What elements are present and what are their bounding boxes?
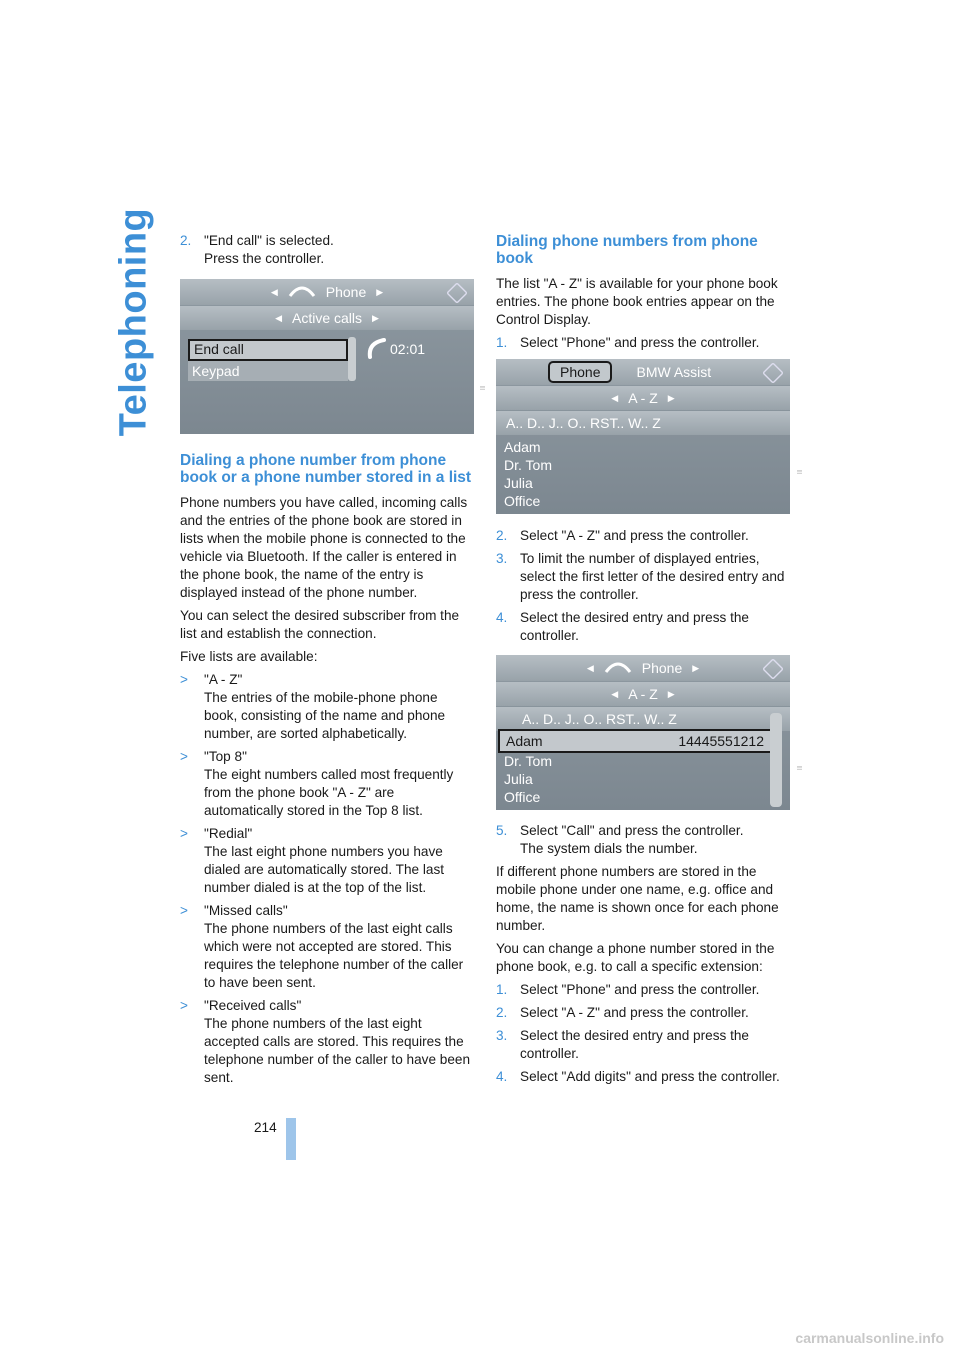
tab-bmw-assist[interactable]: BMW Assist	[636, 364, 712, 380]
screen-subheader-label: Active calls	[291, 310, 363, 326]
step-text: Select the desired entry and press the controller.	[520, 610, 749, 643]
list-item[interactable]: Julia	[504, 771, 533, 787]
list-item[interactable]: Office	[504, 493, 541, 509]
right-arrow-icon: ▶	[667, 392, 675, 403]
item-label: Keypad	[192, 363, 240, 379]
left-column-body	[180, 452, 474, 1092]
item-label: End call	[194, 341, 244, 357]
screen-header-label: Phone	[325, 284, 367, 300]
step-number: 1.	[496, 335, 508, 350]
step-1	[496, 334, 792, 352]
paragraph: Phone numbers you have called, incoming calls and the entries of the phone book are stored in lists when the mobile phone is connected to the vehicle via Bluetooth. If the caller is entered in the phone book, the name of the entry is displayed instead of the phone number.	[180, 495, 468, 600]
list-item[interactable]: Adam	[504, 439, 541, 455]
list-item-title: "Received calls"	[204, 998, 302, 1013]
change-step-2	[496, 1004, 792, 1022]
paragraph: If different phone numbers are stored in the mobile phone under one name, e.g. office and home, the name is shown once for each phone number.	[496, 864, 779, 933]
left-column	[180, 232, 474, 273]
list-item-text: The eight numbers called most frequently from the phone book "A - Z" are automatically stored in the Top 8 list.	[204, 767, 454, 818]
screen-subheader	[180, 306, 474, 330]
step-text: To limit the number of displayed entries, select the first letter of the desired entry and press the controller.	[520, 551, 785, 602]
step-text: Select "A - Z" and press the controller.	[520, 1005, 749, 1020]
step-number: 2.	[180, 233, 192, 248]
step-4	[496, 609, 792, 645]
left-arrow-icon: ◀	[611, 688, 619, 699]
section-heading: Dialing phone numbers from phone book	[496, 233, 758, 267]
section-title	[112, 207, 156, 437]
step-text: Select "A - Z" and press the controller.	[520, 528, 749, 543]
step-number: 1.	[496, 982, 508, 997]
left-arrow-icon: ◀	[270, 286, 278, 297]
letter-selector-label: A.. D.. J.. O.. RST.. W.. Z	[506, 415, 661, 431]
step-text: Select the desired entry and press the controller.	[520, 1028, 749, 1061]
list-item-title: "Redial"	[204, 826, 253, 841]
right-arrow-icon: ▶	[376, 286, 384, 297]
list-item[interactable]: Office	[504, 789, 541, 805]
step-number: 4.	[496, 610, 508, 625]
step-text: The system dials the number.	[520, 841, 698, 856]
step-text: Select "Add digits" and press the controller.	[520, 1069, 780, 1084]
phone-handset-icon	[288, 286, 316, 298]
screen-subheader-label: A - Z	[628, 390, 658, 406]
page-marker	[286, 1118, 296, 1160]
change-step-4	[496, 1068, 792, 1086]
image-code: |||	[479, 386, 485, 390]
list-item	[180, 902, 474, 992]
page-number: 214	[254, 1120, 277, 1135]
scrollbar[interactable]	[348, 337, 356, 381]
step-2-end-call	[180, 232, 474, 268]
list-item[interactable]: Dr. Tom	[504, 753, 552, 769]
step-number: 4.	[496, 1069, 508, 1084]
step-text: Select "Call" and press the controller.	[520, 823, 744, 838]
left-arrow-icon: ◀	[275, 312, 282, 323]
footer-watermark: carmanualsonline.info	[795, 1330, 944, 1346]
paragraph: The list "A - Z" is available for your phone book entries. The phone book entries appear on the Control Display.	[496, 276, 778, 327]
bullet-marker: >	[180, 903, 188, 918]
right-column-top	[496, 233, 792, 357]
list-item	[180, 997, 474, 1087]
step-number: 3.	[496, 551, 508, 566]
screen-header-label: Phone	[641, 660, 683, 676]
list-item-title: "A - Z"	[204, 672, 243, 687]
screen-subheader	[496, 682, 790, 706]
screen-phone-book	[496, 359, 790, 514]
image-code: |||	[796, 766, 802, 770]
bullet-marker: >	[180, 672, 188, 687]
paragraph: You can select the desired subscriber from the list and establish the connection.	[180, 608, 460, 641]
letter-selector[interactable]	[496, 707, 790, 731]
screen-header	[180, 279, 474, 305]
list-item[interactable]: Dr. Tom	[504, 457, 552, 473]
step-number: 2.	[496, 528, 508, 543]
step-5	[496, 822, 792, 858]
paragraph: You can change a phone number stored in the phone book, e.g. to call a specific extension:	[496, 941, 775, 974]
right-arrow-icon: ▶	[692, 662, 700, 673]
paragraph: Five lists are available:	[180, 649, 318, 664]
letter-selector[interactable]	[496, 411, 790, 435]
screen-header	[496, 655, 790, 681]
image-code: |||	[796, 470, 802, 474]
left-arrow-icon: ◀	[586, 662, 594, 673]
bullet-marker: >	[180, 826, 188, 841]
change-step-1	[496, 981, 792, 999]
list-item-text: The phone numbers of the last eight accepted calls are stored. This requires the telephone number of the caller to have been sent.	[204, 1016, 471, 1085]
list-item-title: "Missed calls"	[204, 903, 288, 918]
bullet-marker: >	[180, 998, 188, 1013]
screen-subheader	[496, 386, 790, 410]
selected-entry-row[interactable]	[498, 729, 772, 753]
step-number: 5.	[496, 823, 508, 838]
scrollbar[interactable]	[770, 713, 782, 807]
step-text: Press the controller.	[204, 251, 325, 266]
step-text: "End call" is selected.	[204, 233, 334, 248]
screen-tabs	[496, 359, 790, 385]
step-number: 2.	[496, 1005, 508, 1020]
section-title-text: Telephoning	[112, 207, 155, 437]
list-item-title: "Top 8"	[204, 749, 247, 764]
call-timer: 02:01	[390, 341, 426, 357]
screen-subheader-label: A - Z	[628, 686, 658, 702]
list-item-text: The entries of the mobile-phone phone book, consisting of the name and phone number, are sorted alphabetically.	[204, 690, 446, 741]
right-arrow-icon: ▶	[667, 688, 675, 699]
list-item	[180, 671, 474, 743]
tab-phone[interactable]: Phone	[548, 361, 612, 383]
list-item-text: The phone numbers of the last eight calls which were not accepted are stored. This requires the telephone number of the caller to have been sent.	[204, 921, 464, 990]
list-item	[180, 748, 474, 820]
letter-selector-label: A.. D.. J.. O.. RST.. W.. Z	[522, 711, 677, 727]
section-heading: Dialing a phone number from phone book or a phone number stored in a list	[180, 452, 472, 486]
screen-entry-selected	[496, 655, 790, 810]
change-step-3	[496, 1027, 792, 1063]
right-column-middle	[496, 527, 792, 650]
step-3	[496, 550, 792, 604]
entry-name: Adam	[506, 733, 543, 749]
end-call-item[interactable]	[188, 339, 348, 361]
screen-active-calls	[180, 279, 474, 434]
keypad-item[interactable]	[188, 361, 348, 381]
step-text: Select "Phone" and press the controller.	[520, 335, 760, 350]
list-item[interactable]: Julia	[504, 475, 533, 491]
bullet-marker: >	[180, 749, 188, 764]
step-text: Select "Phone" and press the controller.	[520, 982, 760, 997]
step-number: 3.	[496, 1028, 508, 1043]
phone-call-icon	[366, 337, 388, 359]
right-arrow-icon: ▶	[372, 312, 379, 323]
phone-handset-icon	[604, 662, 632, 674]
left-arrow-icon: ◀	[611, 392, 619, 403]
list-item-text: The last eight phone numbers you have dialed are automatically stored. The last number dialed is at the top of the list.	[204, 844, 445, 895]
list-item	[180, 825, 474, 897]
entry-number: 14445551212	[678, 733, 764, 749]
right-column-bottom	[496, 822, 792, 1091]
step-2	[496, 527, 792, 545]
